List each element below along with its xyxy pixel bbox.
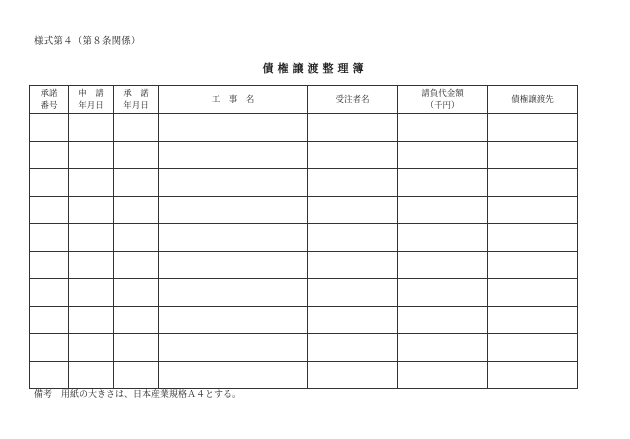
header-label-line1: 承 諾 bbox=[123, 88, 149, 99]
table-cell-work_name bbox=[159, 251, 308, 279]
footnote-remarks: 備考 用紙の大きさは、日本産業規格Ａ４とする。 bbox=[34, 390, 242, 400]
header-label-line1: 債権譲渡先 bbox=[511, 94, 554, 105]
table-cell-contractor_name bbox=[308, 169, 398, 197]
table-cell-application_date bbox=[69, 279, 114, 307]
table-cell-approval_no bbox=[30, 196, 69, 224]
table-cell-approval_date bbox=[114, 169, 159, 197]
header-application-date bbox=[69, 86, 114, 114]
table-cell-contractor_name bbox=[308, 224, 398, 252]
header-approval-date bbox=[114, 86, 159, 114]
table-cell-assignee bbox=[488, 224, 578, 252]
table-cell-contract_amount bbox=[398, 279, 488, 307]
table-cell-contract_amount bbox=[398, 306, 488, 334]
table-cell-approval_no bbox=[30, 224, 69, 252]
header-work-name bbox=[159, 86, 308, 114]
table-cell-approval_date bbox=[114, 279, 159, 307]
table-cell-approval_date bbox=[114, 334, 159, 362]
table-cell-approval_no bbox=[30, 361, 69, 389]
table-cell-assignee bbox=[488, 114, 578, 142]
table-cell-application_date bbox=[69, 114, 114, 142]
table-cell-assignee bbox=[488, 279, 578, 307]
table-cell-approval_no bbox=[30, 279, 69, 307]
table-cell-approval_date bbox=[114, 306, 159, 334]
table-row bbox=[30, 361, 578, 389]
table-cell-work_name bbox=[159, 224, 308, 252]
table-cell-approval_no bbox=[30, 141, 69, 169]
table-cell-assignee bbox=[488, 361, 578, 389]
table-cell-contractor_name bbox=[308, 251, 398, 279]
header-contractor-name bbox=[308, 86, 398, 114]
claim-assignment-ledger-table bbox=[29, 85, 578, 389]
table-cell-work_name bbox=[159, 306, 308, 334]
table-cell-work_name bbox=[159, 196, 308, 224]
table-cell-contractor_name bbox=[308, 306, 398, 334]
header-approval-number bbox=[30, 86, 69, 114]
table-cell-contract_amount bbox=[398, 334, 488, 362]
table-cell-assignee bbox=[488, 169, 578, 197]
table-cell-contractor_name bbox=[308, 279, 398, 307]
table-cell-approval_date bbox=[114, 196, 159, 224]
table-row bbox=[30, 334, 578, 362]
table-cell-work_name bbox=[159, 141, 308, 169]
table-cell-work_name bbox=[159, 334, 308, 362]
table-row bbox=[30, 279, 578, 307]
header-contract-amount bbox=[398, 86, 488, 114]
table-cell-application_date bbox=[69, 196, 114, 224]
table-cell-approval_no bbox=[30, 251, 69, 279]
table-row bbox=[30, 251, 578, 279]
header-assignee bbox=[488, 86, 578, 114]
table-cell-application_date bbox=[69, 141, 114, 169]
table-cell-approval_date bbox=[114, 141, 159, 169]
form-number-label: 様式第４（第８条関係） bbox=[34, 36, 141, 47]
table-cell-contractor_name bbox=[308, 361, 398, 389]
table-cell-application_date bbox=[69, 169, 114, 197]
table-cell-contract_amount bbox=[398, 361, 488, 389]
table-cell-approval_no bbox=[30, 334, 69, 362]
header-label-line1: 承諾 bbox=[40, 88, 58, 99]
table-cell-contract_amount bbox=[398, 169, 488, 197]
header-label-line2: 年月日 bbox=[78, 100, 104, 111]
table-cell-approval_date bbox=[114, 361, 159, 389]
document-title: 債権譲渡整理簿 bbox=[262, 62, 368, 75]
table-cell-work_name bbox=[159, 169, 308, 197]
table-cell-application_date bbox=[69, 306, 114, 334]
table-cell-assignee bbox=[488, 251, 578, 279]
header-label-line1: 受注者名 bbox=[335, 94, 370, 105]
table-cell-work_name bbox=[159, 361, 308, 389]
table-cell-application_date bbox=[69, 251, 114, 279]
header-label-line2: 年月日 bbox=[123, 100, 149, 111]
table-cell-approval_date bbox=[114, 224, 159, 252]
table-cell-contract_amount bbox=[398, 251, 488, 279]
table-cell-application_date bbox=[69, 361, 114, 389]
header-label-line2: 番号 bbox=[40, 100, 58, 111]
header-label-line1: 請負代金額 bbox=[421, 88, 464, 99]
header-label-line1: 申 請 bbox=[78, 88, 104, 99]
header-row bbox=[30, 86, 578, 114]
table-cell-contractor_name bbox=[308, 196, 398, 224]
table-cell-application_date bbox=[69, 224, 114, 252]
table-cell-contract_amount bbox=[398, 141, 488, 169]
table-row bbox=[30, 306, 578, 334]
table-cell-approval_date bbox=[114, 114, 159, 142]
header-label-line1: 工 事 名 bbox=[211, 94, 255, 105]
table-cell-assignee bbox=[488, 141, 578, 169]
table-cell-approval_no bbox=[30, 114, 69, 142]
table-cell-contract_amount bbox=[398, 196, 488, 224]
header-label-line2: （千円） bbox=[425, 100, 460, 111]
table-cell-approval_date bbox=[114, 251, 159, 279]
table-row bbox=[30, 224, 578, 252]
table-row bbox=[30, 141, 578, 169]
table-cell-contractor_name bbox=[308, 141, 398, 169]
table-row bbox=[30, 169, 578, 197]
table-row bbox=[30, 196, 578, 224]
table-cell-assignee bbox=[488, 306, 578, 334]
table-cell-approval_no bbox=[30, 306, 69, 334]
table-cell-application_date bbox=[69, 334, 114, 362]
table-cell-contractor_name bbox=[308, 114, 398, 142]
table-cell-contract_amount bbox=[398, 114, 488, 142]
table-cell-work_name bbox=[159, 279, 308, 307]
table-row bbox=[30, 114, 578, 142]
table-cell-assignee bbox=[488, 196, 578, 224]
table-cell-assignee bbox=[488, 334, 578, 362]
table-cell-contract_amount bbox=[398, 224, 488, 252]
table-cell-contractor_name bbox=[308, 334, 398, 362]
table-cell-approval_no bbox=[30, 169, 69, 197]
table-cell-work_name bbox=[159, 114, 308, 142]
